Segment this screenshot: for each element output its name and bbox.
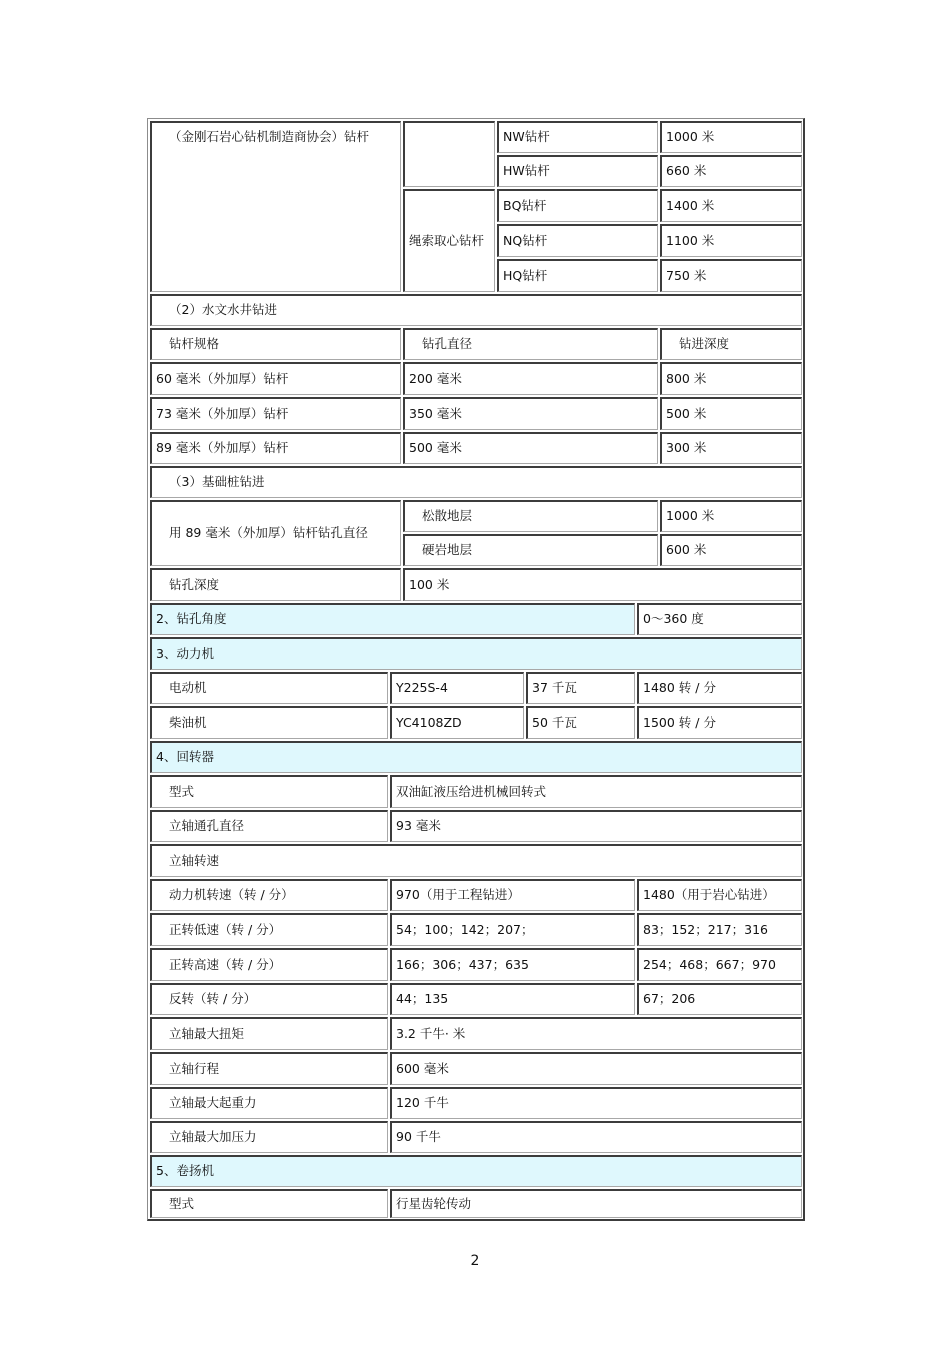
depth-cell: 1000 米 [660,121,802,153]
spec-table [147,118,805,1221]
power-output: 37 千瓦 [526,672,635,704]
speed-row-label: 正转高速（转 / 分） [150,948,388,981]
table-row-spec: 60 毫米（外加厚）钻杆 [150,362,401,395]
stratum-value: 1000 米 [660,500,802,532]
power-model: YC4108ZD [390,706,524,739]
depth-cell: 1400 米 [660,189,802,222]
wireline-group-label: 绳索取心钻杆 [403,189,495,292]
spec-row-value: 3.2 千牛· 米 [390,1017,802,1050]
speed-row-label: 反转（转 / 分） [150,983,388,1015]
header-hole-diameter: 钻孔直径 [403,328,658,360]
angle-value: 0～360 度 [637,603,802,635]
rotator-type-value: 双油缸液压给进机械回转式 [390,775,802,808]
hole-depth-value: 100 米 [403,568,802,601]
speed-row-b: 1480（用于岩心钻进） [637,879,802,911]
core-rod-label: （金刚石岩心钻机制造商协会）钻杆 [150,121,401,292]
power-heading: 3、动力机 [150,637,802,670]
table-row-diameter: 200 毫米 [403,362,658,395]
rod-cell: BQ钻杆 [497,189,658,222]
winch-type-label: 型式 [150,1189,388,1218]
water-well-heading: （2）水文水井钻进 [150,294,802,326]
rotator-type-label: 型式 [150,775,388,808]
spec-row-value: 120 千牛 [390,1087,802,1119]
depth-cell: 750 米 [660,259,802,292]
stratum-cell: 硬岩地层 [403,534,658,566]
spindle-bore-value: 93 毫米 [390,810,802,842]
table-row-diameter: 350 毫米 [403,397,658,430]
winch-type-value: 行星齿轮传动 [390,1189,802,1218]
table-row-depth: 300 米 [660,432,802,464]
spec-row-label: 立轴最大扭矩 [150,1017,388,1050]
rod-cell: HW钻杆 [497,155,658,187]
spec-row-value: 600 毫米 [390,1052,802,1085]
table-row-depth: 500 米 [660,397,802,430]
empty-group-cell [403,121,495,187]
spec-row-value: 90 千牛 [390,1121,802,1153]
speed-row-a: 54；100；142；207； [390,913,635,946]
speed-row-a: 166；306；437；635 [390,948,635,981]
table-row-diameter: 500 毫米 [403,432,658,464]
speed-row-label: 正转低速（转 / 分） [150,913,388,946]
table-row-spec: 73 毫米（外加厚）钻杆 [150,397,401,430]
speed-row-b: 254；468；667；970 [637,948,802,981]
power-speed: 1500 转 / 分 [637,706,802,739]
speed-row-b: 67；206 [637,983,802,1015]
header-rod-spec: 钻杆规格 [150,328,401,360]
speed-row-label: 动力机转速（转 / 分） [150,879,388,911]
foundation-heading: （3）基础桩钻进 [150,466,802,498]
page-number: 2 [470,1253,480,1269]
speed-row-a: 970（用于工程钻进） [390,879,635,911]
stratum-value: 600 米 [660,534,802,566]
speed-row-b: 83；152；217；316 [637,913,802,946]
angle-heading: 2、钻孔角度 [150,603,635,635]
power-name: 电动机 [150,672,388,704]
hole-depth-label: 钻孔深度 [150,568,401,601]
rod-cell: HQ钻杆 [497,259,658,292]
spindle-speed-label: 立轴转速 [150,844,802,877]
winch-heading: 5、卷扬机 [150,1155,802,1187]
spindle-bore-label: 立轴通孔直径 [150,810,388,842]
spec-row-label: 立轴最大加压力 [150,1121,388,1153]
rotator-heading: 4、回转器 [150,741,802,773]
power-speed: 1480 转 / 分 [637,672,802,704]
spec-row-label: 立轴最大起重力 [150,1087,388,1119]
depth-cell: 1100 米 [660,224,802,257]
depth-cell: 660 米 [660,155,802,187]
stratum-cell: 松散地层 [403,500,658,532]
foundation-label: 用 89 毫米（外加厚）钻杆钻孔直径 [150,500,401,566]
power-model: Y225S-4 [390,672,524,704]
power-name: 柴油机 [150,706,388,739]
spec-row-label: 立轴行程 [150,1052,388,1085]
speed-row-a: 44；135 [390,983,635,1015]
power-output: 50 千瓦 [526,706,635,739]
rod-cell: NW钻杆 [497,121,658,153]
table-row-spec: 89 毫米（外加厚）钻杆 [150,432,401,464]
rod-cell: NQ钻杆 [497,224,658,257]
header-drill-depth: 钻进深度 [660,328,802,360]
table-row-depth: 800 米 [660,362,802,395]
